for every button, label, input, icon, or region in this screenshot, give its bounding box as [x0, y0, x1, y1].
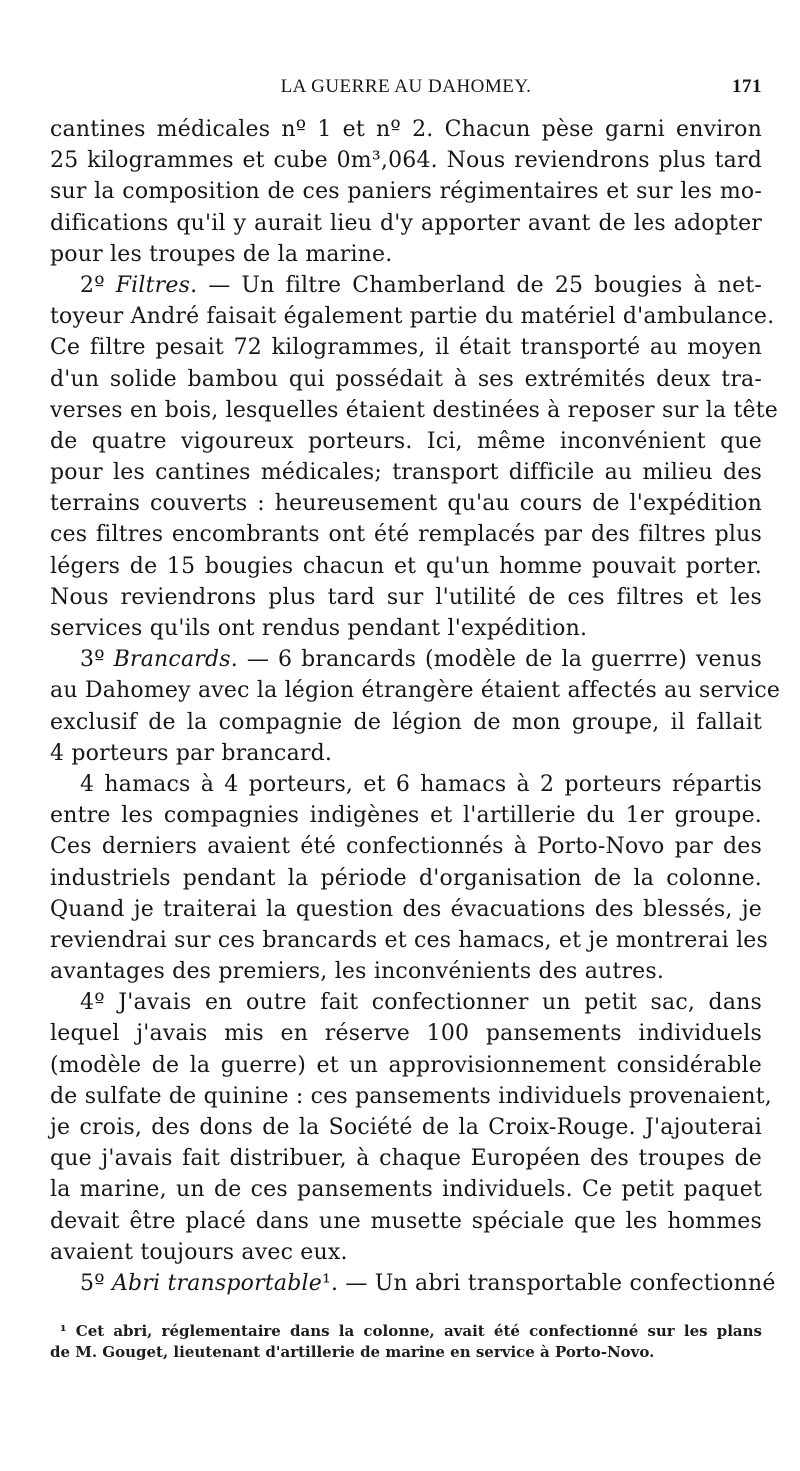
text-line: 5º Abri transportable¹. — Un abri transportable confectionné: [80, 1270, 776, 1296]
text-line: toyeur André faisait également partie du matériel d'ambulance.: [50, 304, 775, 330]
page-number: 171: [732, 76, 762, 97]
text-line: je crois, des dons de la Société de la Croix-Rouge. J'ajouterai: [50, 1115, 762, 1140]
text-line: Quand je traiterai la question des évacuations des blessés, je: [50, 896, 762, 922]
text-line: pour les cantines médicales; transport difficile au milieu des: [50, 460, 762, 486]
text-line: cantines médicales nº 1 et nº 2. Chacun pèse garni environ: [50, 117, 762, 142]
text-line: Nous reviendrons plus tard sur l'utilité de ces filtres et les: [50, 584, 762, 610]
text-line: sur la composition de ces paniers régimentaires et sur les mo-: [50, 179, 762, 205]
text-line: avantages des premiers, les inconvénients des autres.: [50, 959, 665, 985]
text-line: industriels pendant la période d'organisation de la colonne.: [50, 865, 762, 891]
text-line: Ce filtre pesait 72 kilogrammes, il était transporté au moyen: [50, 335, 762, 361]
footnote-line: de M. Gouget, lieutenant d'artillerie de marine en service à Porto-Novo.: [50, 1343, 655, 1361]
text-line: 4º J'avais en outre fait confectionner un petit sac, dans: [80, 990, 762, 1016]
text-line: pour les troupes de la marine.: [50, 241, 393, 267]
text-line: lequel j'avais mis en réserve 100 pansements individuels: [50, 1021, 762, 1047]
text-line: terrains couverts : heureusement qu'au cours de l'expédition: [50, 491, 762, 517]
footnote-line: ¹ Cet abri, réglementaire dans la colonne, avait été confectionné sur les plans: [60, 1322, 762, 1340]
text-line: (modèle de la guerre) et un approvisionnement considérable: [50, 1052, 762, 1078]
text-line: de sulfate de quinine : ces pansements individuels provenaient,: [50, 1083, 772, 1109]
text-line: exclusif de la compagnie de légion de mon groupe, il fallait: [50, 709, 762, 735]
text-line: d'un solide bambou qui possédait à ses extrémités deux tra-: [50, 366, 762, 392]
text-line: ces filtres encombrants ont été remplacés par des filtres plus: [50, 522, 762, 548]
text-line: Ces derniers avaient été confectionnés à Porto-Novo par des: [50, 834, 762, 860]
text-line: difications qu'il y aurait lieu d'y apporter avant de les adopter: [50, 210, 762, 236]
text-line: services qu'ils ont rendus pendant l'expédition.: [50, 616, 588, 641]
text-line: légers de 15 bougies chacun et qu'un homme pouvait porter.: [50, 553, 762, 579]
running-header: [50, 68, 762, 102]
text-line: la marine, un de ces pansements individuels. Ce petit paquet: [50, 1177, 762, 1203]
text-line: au Dahomey avec la légion étrangère étaient affectés au service: [50, 678, 781, 704]
text-line: verses en bois, lesquelles étaient destinées à reposer sur la tête: [50, 397, 778, 423]
text-line: reviendrai sur ces brancards et ces hamacs, et je montrerai les: [50, 927, 769, 953]
text-line: 4 hamacs à 4 porteurs, et 6 hamacs à 2 porteurs répartis: [80, 771, 762, 797]
text-line: 25 kilogrammes et cube 0m³,064. Nous reviendrons plus tard: [50, 148, 762, 174]
text-line: devait être placé dans une musette spéciale que les hommes: [50, 1208, 762, 1234]
text-line: 3º Brancards. — 6 brancards (modèle de la guerrre) venus: [80, 647, 762, 673]
footnotes: [50, 1321, 762, 1363]
text-line: 2º Filtres. — Un filtre Chamberland de 25 bougies à net-: [80, 272, 762, 298]
text-line: 4 porteurs par brancard.: [50, 740, 333, 766]
text-line: entre les compagnies indigènes et l'artillerie du 1er groupe.: [50, 803, 762, 829]
running-title: LA GUERRE AU DAHOMEY.: [280, 76, 532, 97]
text-line: de quatre vigoureux porteurs. Ici, même inconvénient que: [50, 428, 762, 454]
body-text: [50, 114, 781, 1299]
text-line: avaient toujours avec eux.: [50, 1239, 348, 1265]
text-line: que j'avais fait distribuer, à chaque Européen des troupes de: [50, 1146, 762, 1172]
